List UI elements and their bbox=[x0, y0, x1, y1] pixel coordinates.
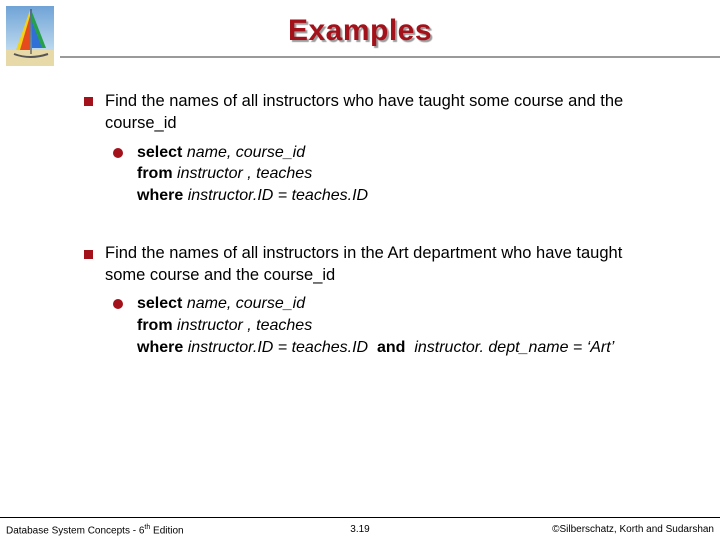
sql-expression: instructor.ID = teaches.ID bbox=[187, 187, 369, 204]
sql-expression: name, course_id bbox=[186, 144, 306, 161]
footer-book-title-suffix: Edition bbox=[150, 525, 184, 537]
sql-keyword: where bbox=[137, 187, 184, 204]
footer-copyright: ©Silberschatz, Korth and Sudarshan bbox=[552, 524, 714, 535]
footer-page-number: 3.19 bbox=[350, 524, 370, 535]
sql-keyword: where bbox=[137, 339, 184, 356]
sql-where-line bbox=[137, 337, 614, 359]
footer-edition-sup: th bbox=[144, 524, 151, 531]
footer-divider bbox=[0, 517, 720, 518]
square-bullet-icon bbox=[84, 97, 93, 106]
sql-keyword: and bbox=[376, 339, 406, 356]
square-bullet-icon bbox=[84, 250, 93, 259]
sql-expression: instructor , teaches bbox=[177, 165, 313, 182]
title-divider bbox=[60, 56, 720, 58]
sql-keyword: select bbox=[137, 295, 183, 312]
item-text-line2: some course and the course_id bbox=[105, 266, 336, 284]
sql-keyword: from bbox=[137, 165, 173, 182]
page-title: Examples bbox=[287, 14, 433, 47]
sql-keyword: select bbox=[137, 144, 183, 161]
sql-from-line bbox=[137, 163, 312, 185]
item-text-line1: Find the names of all instructors in the Art department who have taught bbox=[105, 244, 623, 262]
footer-book-title-text: Database System Concepts - 6 bbox=[6, 525, 145, 537]
sql-expression: name, course_id bbox=[186, 295, 306, 312]
item-text-line2: course_id bbox=[105, 114, 177, 132]
round-bullet-icon bbox=[113, 299, 123, 309]
item-text-line1: Find the names of all instructors who have taught some course and the bbox=[105, 92, 624, 110]
round-bullet-icon bbox=[113, 148, 123, 158]
sql-expression: instructor. dept_name = ‘Art’ bbox=[414, 339, 615, 356]
sql-select-line bbox=[137, 293, 305, 315]
sql-expression: instructor.ID = teaches.ID bbox=[187, 339, 369, 356]
sql-select-line bbox=[137, 142, 305, 164]
sql-where-line bbox=[137, 185, 368, 207]
sql-expression: instructor , teaches bbox=[177, 317, 313, 334]
sql-keyword: from bbox=[137, 317, 173, 334]
sql-from-line bbox=[137, 315, 312, 337]
